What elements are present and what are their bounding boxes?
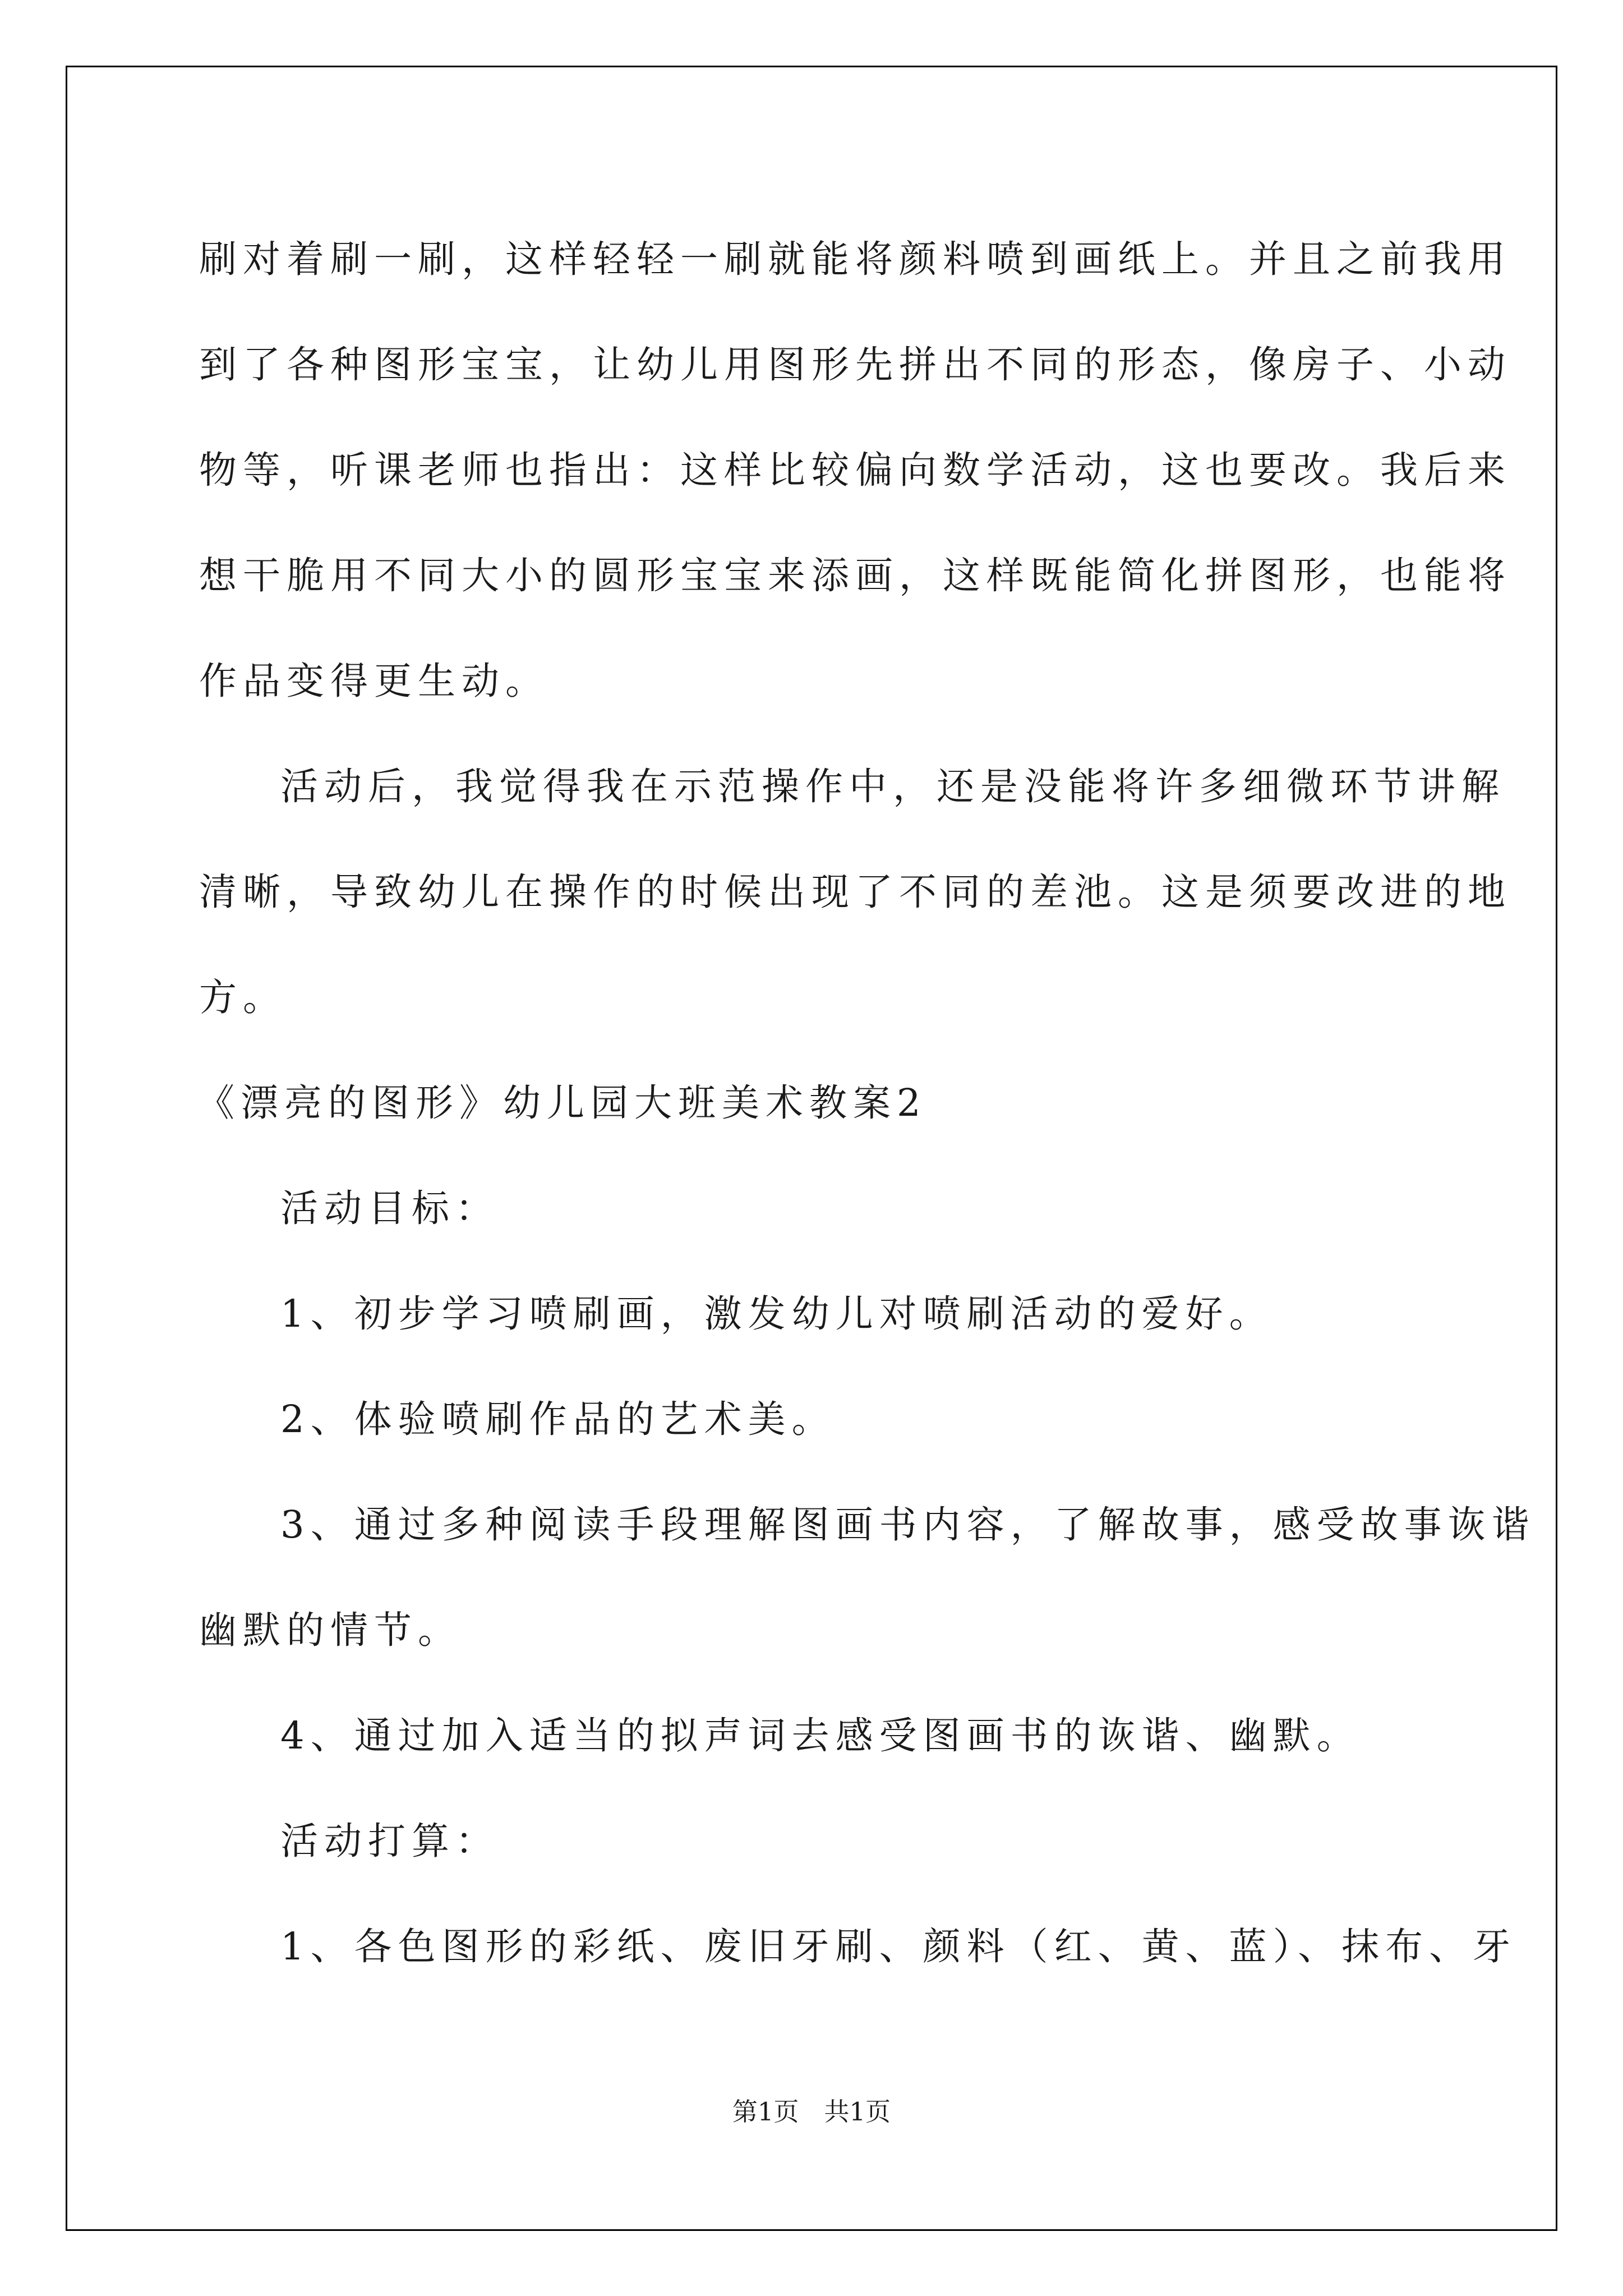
- text-line: 作品变得更生动。: [199, 659, 549, 703]
- paragraph-first-line: 活动后，我觉得我在示范操作中，还是没能将许多细微环节讲解: [280, 765, 1505, 808]
- page-footer: [0, 2095, 1623, 2129]
- list-item: 1、各色图形的彩纸、废旧牙刷、颜料（红、黄、蓝）、抹布、牙: [280, 1925, 1517, 1968]
- section-title: 《漂亮的图形》幼儿园大班美术教案2: [197, 1081, 927, 1125]
- text-line: 想干脆用不同大小的圆形宝宝来添画，这样既能简化拼图形，也能将: [199, 554, 1511, 597]
- text-line: 清晰，导致幼儿在操作的时候出现了不同的差池。这是须要改进的地: [199, 870, 1511, 914]
- document-body: [197, 206, 1536, 1999]
- text-line: 到了各种图形宝宝，让幼儿用图形先拼出不同的形态，像房子、小动: [199, 343, 1511, 386]
- list-item: 2、体验喷刷作品的艺术美。: [280, 1397, 836, 1441]
- page-number: 第1页: [732, 2097, 799, 2127]
- text-line: 物等，听课老师也指出：这样比较偏向数学活动，这也要改。我后来: [199, 448, 1511, 492]
- text-line: 方。: [199, 976, 287, 1019]
- list-item: 3、通过多种阅读手段理解图画书内容，了解故事，感受故事诙谐: [280, 1503, 1536, 1547]
- subheading-objectives: 活动目标：: [280, 1186, 499, 1230]
- text-line: 幽默的情节。: [199, 1608, 462, 1652]
- page-total: 共1页: [824, 2097, 891, 2127]
- text-line: 刷对着刷一刷，这样轻轻一刷就能将颜料喷到画纸上。并且之前我用: [199, 237, 1511, 281]
- list-item: 4、通过加入适当的拟声词去感受图画书的诙谐、幽默。: [280, 1714, 1361, 1757]
- subheading-preparation: 活动打算：: [280, 1819, 499, 1863]
- list-item: 1、初步学习喷刷画，激发幼儿对喷刷活动的爱好。: [280, 1292, 1273, 1336]
